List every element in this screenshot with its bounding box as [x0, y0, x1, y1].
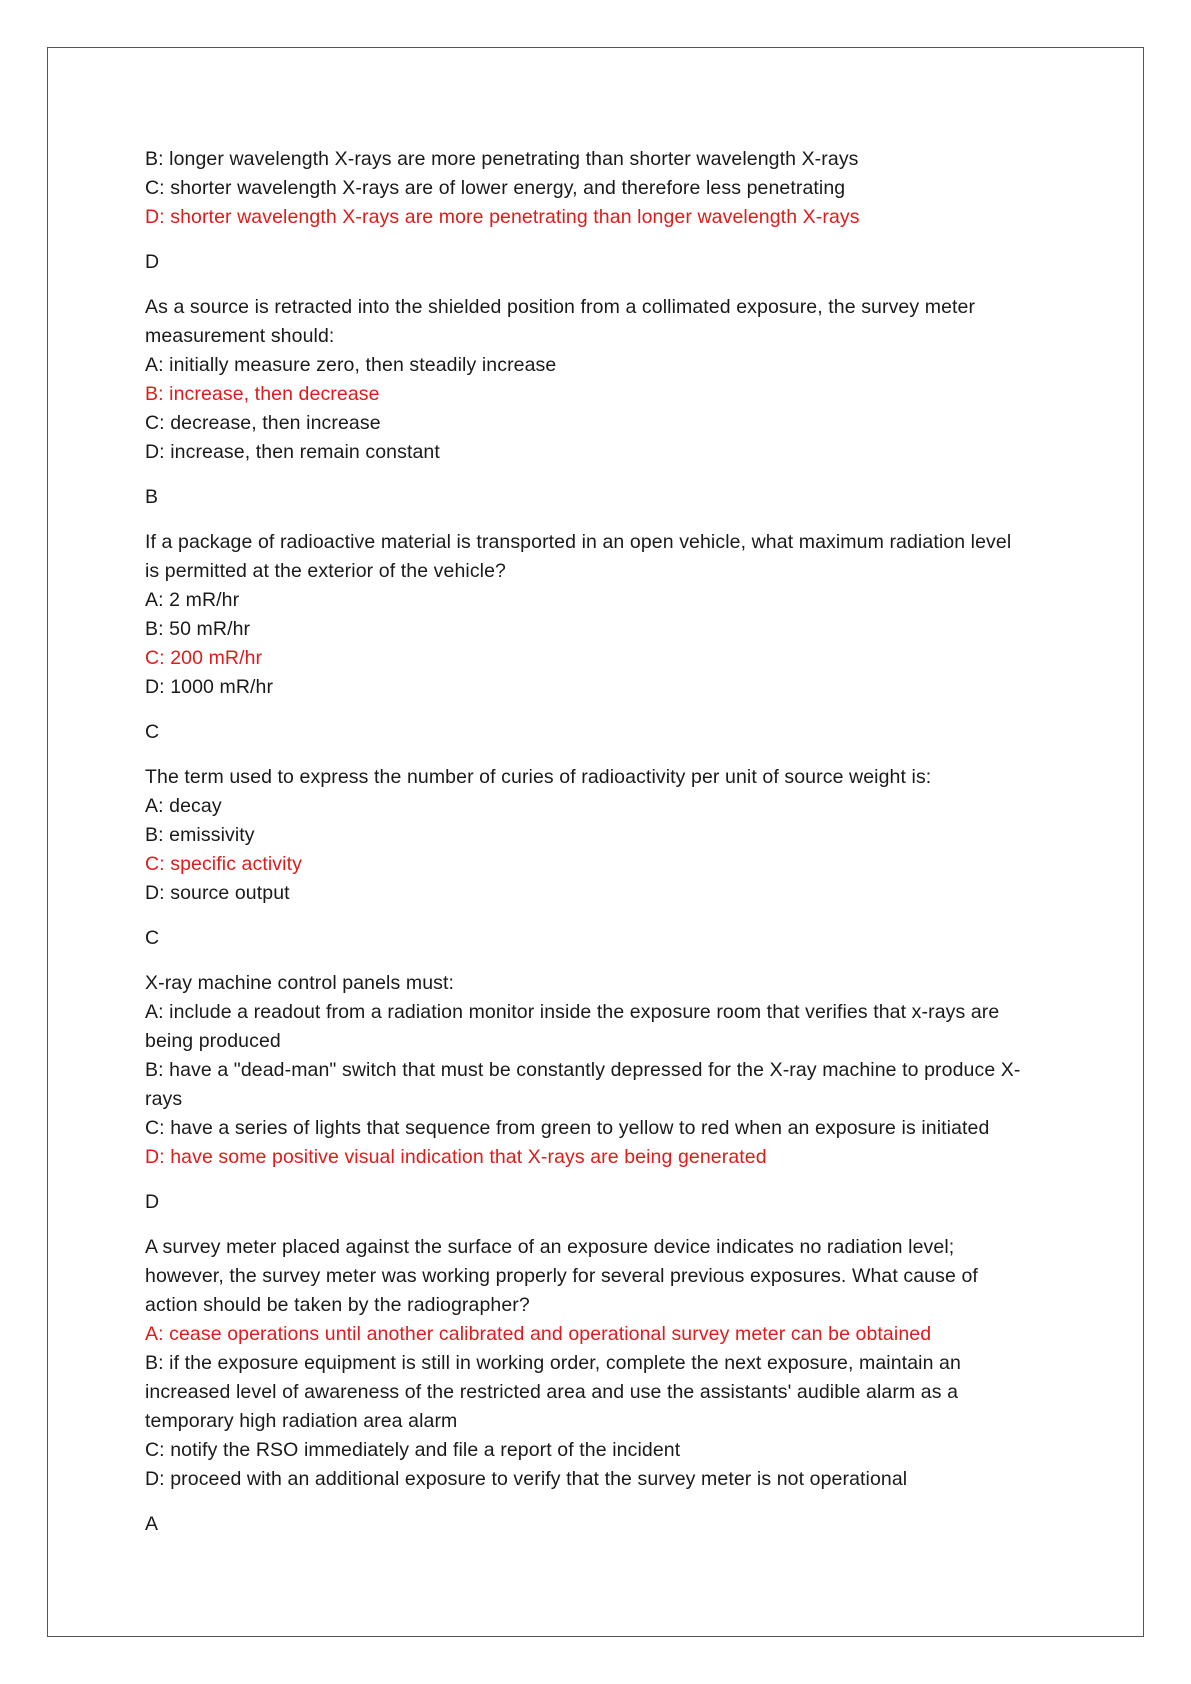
question-text-line: As a source is retracted into the shielded position from a collimated exposure, the survey meter: [145, 296, 976, 318]
answer-key: D: [145, 251, 160, 273]
question-block-0: [145, 145, 1065, 277]
option-d: D: 1000 mR/hr: [145, 676, 274, 698]
option-b-line: B: if the exposure equipment is still in working order, complete the next exposure, maintain an: [145, 1352, 961, 1374]
option-c: C: notify the RSO immediately and file a report of the incident: [145, 1439, 681, 1461]
answer-key: D: [145, 1191, 160, 1213]
option-b: B: 50 mR/hr: [145, 618, 251, 640]
option-a: A: initially measure zero, then steadily increase: [145, 354, 557, 376]
option-b: B: emissivity: [145, 824, 255, 846]
answer-key: A: [145, 1513, 159, 1535]
option-a: A: decay: [145, 795, 222, 817]
option-d: D: source output: [145, 882, 290, 904]
document-content: [145, 145, 1065, 1555]
option-a: A: 2 mR/hr: [145, 589, 240, 611]
option-b-correct: B: increase, then decrease: [145, 383, 380, 405]
answer-key: C: [145, 721, 160, 743]
question-text-line: action should be taken by the radiographer?: [145, 1294, 530, 1316]
question-text-line: is permitted at the exterior of the vehicle?: [145, 560, 506, 582]
question-text-line: however, the survey meter was working properly for several previous exposures. What cause of: [145, 1265, 978, 1287]
question-text-line: The term used to express the number of curies of radioactivity per unit of source weight is:: [145, 766, 932, 788]
option-c-correct: C: specific activity: [145, 853, 302, 875]
option-b-line: rays: [145, 1088, 183, 1110]
question-block-3: [145, 763, 1065, 953]
question-text-line: measurement should:: [145, 325, 335, 347]
option-c: C: have a series of lights that sequence from green to yellow to red when an exposure is initiated: [145, 1117, 990, 1139]
question-text-line: X-ray machine control panels must:: [145, 972, 455, 994]
option-d: D: increase, then remain constant: [145, 441, 440, 463]
option-c-correct: C: 200 mR/hr: [145, 647, 263, 669]
option-d-correct: D: shorter wavelength X-rays are more penetrating than longer wavelength X-rays: [145, 206, 860, 228]
question-block-1: [145, 293, 1065, 512]
question-block-4: [145, 969, 1065, 1217]
option-c: C: shorter wavelength X-rays are of lower energy, and therefore less penetrating: [145, 177, 846, 199]
option-c: C: decrease, then increase: [145, 412, 381, 434]
option-b-line: temporary high radiation area alarm: [145, 1410, 458, 1432]
question-block-2: [145, 528, 1065, 747]
option-b-line: increased level of awareness of the restricted area and use the assistants' audible alarm as a: [145, 1381, 959, 1403]
option-b: B: longer wavelength X-rays are more penetrating than shorter wavelength X-rays: [145, 148, 859, 170]
option-a-line: being produced: [145, 1030, 281, 1052]
question-block-5: [145, 1233, 1065, 1539]
answer-key: B: [145, 486, 159, 508]
question-text-line: If a package of radioactive material is transported in an open vehicle, what maximum radiation level: [145, 531, 1012, 553]
answer-key: C: [145, 927, 160, 949]
question-text-line: A survey meter placed against the surface of an exposure device indicates no radiation level;: [145, 1236, 955, 1258]
option-d: D: proceed with an additional exposure to verify that the survey meter is not operational: [145, 1468, 908, 1490]
option-a-line: A: include a readout from a radiation monitor inside the exposure room that verifies that x-rays are: [145, 1001, 1000, 1023]
option-d-correct: D: have some positive visual indication that X-rays are being generated: [145, 1146, 767, 1168]
option-a-correct: A: cease operations until another calibrated and operational survey meter can be obtained: [145, 1323, 932, 1345]
option-b-line: B: have a "dead-man" switch that must be constantly depressed for the X-ray machine to produce X-: [145, 1059, 1021, 1081]
